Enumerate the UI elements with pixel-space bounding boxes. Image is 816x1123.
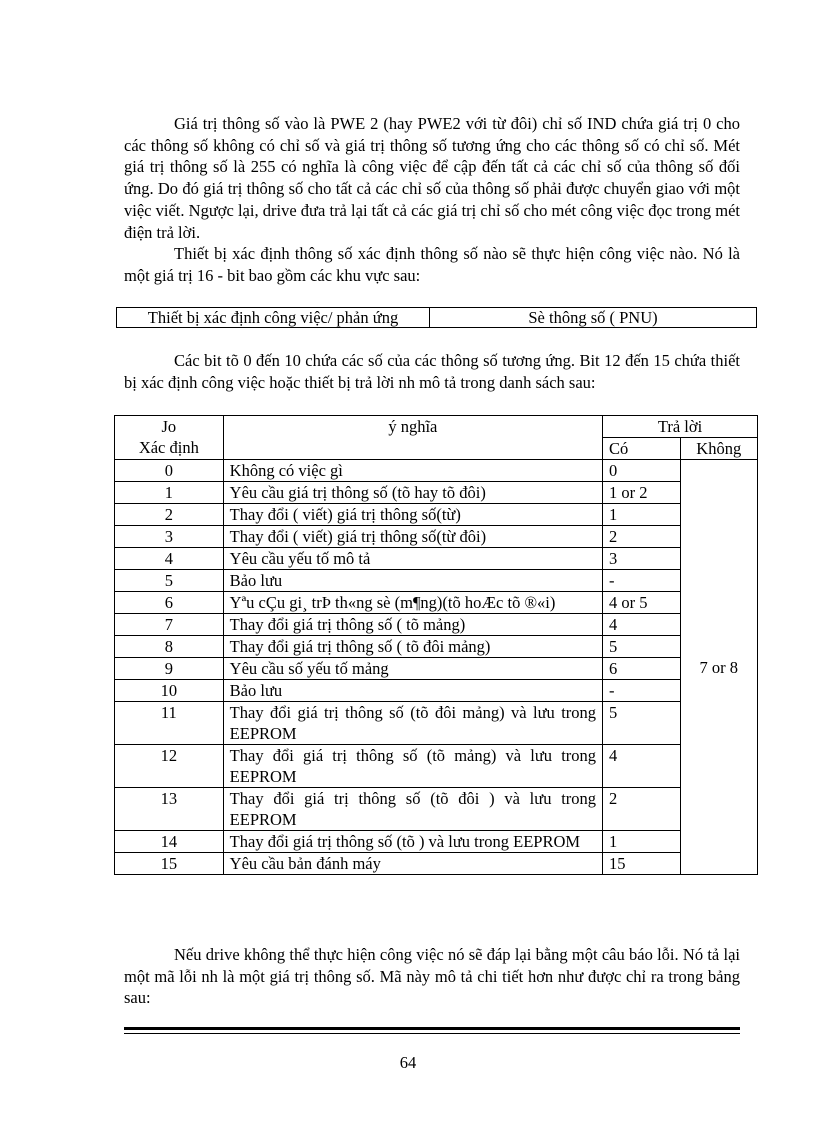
job-identifier-field: Thiết bị xác định công việc/ phản ứng [117,308,430,328]
job-meaning-cell: Yêu cầu bản đánh máy [223,853,602,875]
job-id-cell: 6 [115,592,224,614]
reply-yes-cell: 2 [603,788,680,831]
reply-no-cell: 7 or 8 [680,460,758,875]
reply-yes-cell: 1 or 2 [603,482,680,504]
reply-yes-cell: 15 [603,853,680,875]
job-id-cell: 14 [115,831,224,853]
footer-rule-thick [124,1027,740,1030]
job-id-cell: 13 [115,788,224,831]
identifier-fields-table [116,307,757,328]
table-row [115,570,758,592]
job-meaning-cell: Yêu cầu yếu tố mô tả [223,548,602,570]
reply-yes-cell: 1 [603,504,680,526]
header-identifier-line1: Jo [161,417,177,436]
page-number: 64 [399,1053,417,1072]
reply-yes-cell: 4 [603,614,680,636]
header-identifier [115,416,224,460]
table-row [115,460,758,482]
table-row [115,636,758,658]
reply-yes-cell: 5 [603,702,680,745]
job-meaning-cell: Thay đổi ( viết) giá trị thông số(từ) [223,504,602,526]
table-row [115,831,758,853]
job-identifier-table [114,415,758,875]
job-id-cell: 0 [115,460,224,482]
header-yes: Có [603,438,680,460]
job-table-body [115,460,758,875]
reply-yes-cell: 5 [603,636,680,658]
job-meaning-cell: Không có việc gì [223,460,602,482]
job-id-cell: 15 [115,853,224,875]
job-meaning-cell: Thay đổi giá trị thông số (tõ mảng) và lưu trong EEPROM [223,745,602,788]
job-id-cell: 10 [115,680,224,702]
job-id-cell: 3 [115,526,224,548]
table-row [115,702,758,745]
job-meaning-cell: Thay đổi giá trị thông số ( tõ mảng) [223,614,602,636]
table-row [117,308,757,328]
paragraph-parameter-value: Giá trị thông số vào là PWE 2 (hay PWE2 với từ đôi) chỉ số IND chứa giá trị 0 cho các thông số không có chỉ số và giá trị thông số tương ứng cho các thông số có chỉ số. Mét giá trị thông số là 255 có nghĩa là công việc để cập đến tất cả các chỉ số của thông số đối ứng. Do đó giá trị thông số cho tất cả các chỉ số của thông số phải được chuyển giao với một việc viết. Ngược lại, drive đưa trả lại tất cả các giá trị chỉ số cho mét công việc đọc trong mét điện trả lời. [124,114,740,242]
table-row [115,658,758,680]
reply-yes-cell: 4 [603,745,680,788]
table-row [115,548,758,570]
header-meaning: ý nghĩa [223,416,602,460]
job-id-cell: 12 [115,745,224,788]
table-row [115,853,758,875]
header-no: Không [680,438,758,460]
job-meaning-cell: Thay đổi giá trị thông số ( tõ đôi mảng) [223,636,602,658]
job-meaning-cell: Yêu cầu giá trị thông số (tõ hay tõ đôi) [223,482,602,504]
reply-yes-cell: 0 [603,460,680,482]
table-row [115,504,758,526]
job-id-cell: 2 [115,504,224,526]
job-meaning-cell: Yªu cÇu gi¸ trÞ th«ng sè (m¶ng)(tõ hoÆc tõ ®«i) [223,592,602,614]
job-meaning-cell: Thay đổi giá trị thông số (tõ đôi mảng) và lưu trong EEPROM [223,702,602,745]
job-meaning-cell: Bảo lưu [223,570,602,592]
job-id-cell: 1 [115,482,224,504]
header-identifier-line2: Xác định [138,438,199,457]
paragraph-error-reply: Nếu drive không thể thực hiện công việc nó sẽ đáp lại bằng một câu báo lỗi. Nó tả lại một mã lỗi nh là một giá trị thông số. Mã này mô tả chi tiết hơn như được chỉ ra trong bảng sau: [124,945,740,1008]
job-meaning-cell: Thay đổi giá trị thông số (tõ ) và lưu trong EEPROM [223,831,602,853]
reply-yes-cell: 1 [603,831,680,853]
table-row [115,482,758,504]
table-row [115,614,758,636]
job-id-cell: 9 [115,658,224,680]
job-meaning-cell: Bảo lưu [223,680,602,702]
job-id-cell: 7 [115,614,224,636]
table-row [115,788,758,831]
job-id-cell: 11 [115,702,224,745]
reply-yes-cell: 6 [603,658,680,680]
reply-yes-cell: 3 [603,548,680,570]
table-row [115,680,758,702]
reply-yes-cell: - [603,680,680,702]
job-id-cell: 4 [115,548,224,570]
reply-yes-cell: - [603,570,680,592]
header-reply: Trả lời [603,416,758,438]
table-row [115,592,758,614]
reply-yes-cell: 4 or 5 [603,592,680,614]
table-row [115,745,758,788]
job-id-cell: 8 [115,636,224,658]
footer-rule-thin [124,1033,740,1034]
paragraph-parameter-identifier: Thiết bị xác định thông số xác định thông số nào sẽ thực hiện công việc nào. Nó là một giá trị 16 - bit bao gồm các khu vực sau: [124,244,740,285]
table-row [115,526,758,548]
job-id-cell: 5 [115,570,224,592]
job-meaning-cell: Thay đổi giá trị thông số (tõ đôi ) và lưu trong EEPROM [223,788,602,831]
paragraph-bits-description: Các bit tõ 0 đến 10 chứa các số của các thông số tương ứng. Bit 12 đến 15 chứa thiết bị xác định công việc hoặc thiết bị trả lời nh mô tả trong danh sách sau: [124,351,740,392]
reply-yes-cell: 2 [603,526,680,548]
table-header-row [115,416,758,438]
parameter-number-field: Sè thông số ( PNU) [430,308,757,328]
job-meaning-cell: Thay đổi ( viết) giá trị thông số(từ đôi) [223,526,602,548]
job-meaning-cell: Yêu cầu số yếu tố mảng [223,658,602,680]
